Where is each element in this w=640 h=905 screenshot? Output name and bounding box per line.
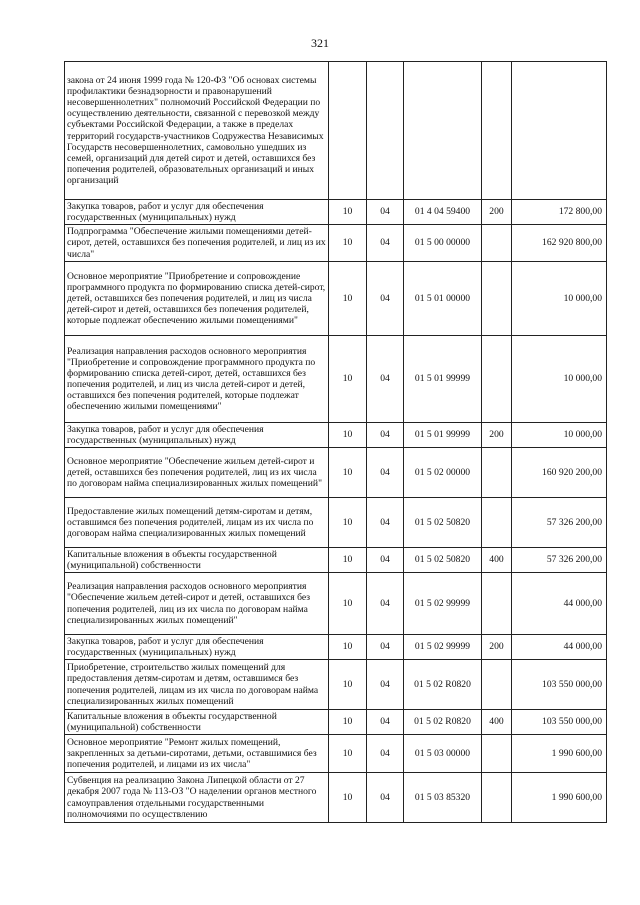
row-subsection-cell: 04 [367,773,404,823]
row-amount-cell: 162 920 800,00 [512,225,607,262]
row-expense-type-cell [482,735,512,773]
row-amount-cell: 44 000,00 [512,635,607,660]
row-target-code-cell [404,62,482,200]
page-number: 321 [311,36,329,50]
row-target-code-cell: 01 5 03 85320 [404,773,482,823]
row-expense-type-cell [482,448,512,498]
row-section-cell: 10 [329,262,367,336]
row-amount-cell: 10 000,00 [512,336,607,423]
row-subsection-cell: 04 [367,735,404,773]
row-expense-type-cell: 200 [482,635,512,660]
row-section-cell: 10 [329,498,367,548]
table-row [65,573,607,635]
row-section-cell: 10 [329,200,367,225]
row-expense-type-cell [482,262,512,336]
row-name-cell: Предоставление жилых помещений детям-сиротам и детям, оставшимся без попечения родителей, лицам из их числа по договорам найма специализированных жилых помещений [65,498,329,548]
row-amount-cell: 57 326 200,00 [512,498,607,548]
table-row [65,200,607,225]
row-subsection-cell: 04 [367,635,404,660]
row-amount-cell: 10 000,00 [512,423,607,448]
row-name-cell: Закупка товаров, работ и услуг для обеспечения государственных (муниципальных) нужд [65,423,329,448]
row-expense-type-cell: 400 [482,710,512,735]
row-name-cell: Закупка товаров, работ и услуг для обеспечения государственных (муниципальных) нужд [65,635,329,660]
table-row [65,498,607,548]
row-section-cell: 10 [329,225,367,262]
row-name-cell: Закупка товаров, работ и услуг для обеспечения государственных (муниципальных) нужд [65,200,329,225]
row-name-cell: Приобретение, строительство жилых помещений для предоставления детям-сиротам и детям, оставшимся без попечения родителей, лицам из их числа по договорам найма специализированных жилых помещений [65,660,329,710]
row-target-code-cell: 01 5 02 R0820 [404,710,482,735]
row-expense-type-cell [482,336,512,423]
row-name-cell: Основное мероприятие "Обеспечение жильем детей-сирот и детей, оставшихся без попечения родителей, лиц из их числа по договорам найма специализированных жилых помещений" [65,448,329,498]
table-row [65,336,607,423]
row-target-code-cell: 01 5 02 50820 [404,498,482,548]
row-section-cell [329,62,367,200]
table-row [65,660,607,710]
row-target-code-cell: 01 5 01 99999 [404,336,482,423]
row-section-cell: 10 [329,635,367,660]
row-name-cell: Основное мероприятие "Ремонт жилых помещений, закрепленных за детьми-сиротами, детьми, оставшимися без попечения родителей, и лицами из их числа" [65,735,329,773]
row-target-code-cell: 01 5 02 R0820 [404,660,482,710]
row-section-cell: 10 [329,735,367,773]
row-amount-cell: 1 990 600,00 [512,735,607,773]
row-subsection-cell: 04 [367,660,404,710]
row-section-cell: 10 [329,773,367,823]
row-subsection-cell [367,62,404,200]
row-amount-cell: 10 000,00 [512,262,607,336]
row-target-code-cell: 01 5 02 99999 [404,573,482,635]
row-target-code-cell: 01 5 01 99999 [404,423,482,448]
row-name-cell: Капитальные вложения в объекты государственной (муниципальной) собственности [65,548,329,573]
row-subsection-cell: 04 [367,225,404,262]
row-amount-cell: 1 990 600,00 [512,773,607,823]
table-row [65,773,607,823]
table-row [65,262,607,336]
row-name-cell: закона от 24 июня 1999 года № 120-ФЗ "Об основах системы профилактики безнадзорности и правонарушений несовершеннолетних" полномочий Российской Федерации по осуществлению деятельности, связанной с перевозкой между субъектами Российской Федерации, а также в пределах территорий государств-участников Содружества Независимых Государств несовершеннолетних, самовольно ушедших из семей, организаций для детей сирот и детей, оставшихся без попечения родителей, образовательных организаций и иных организаций [65,62,329,200]
row-target-code-cell: 01 5 01 00000 [404,262,482,336]
row-subsection-cell: 04 [367,200,404,225]
row-target-code-cell: 01 5 02 50820 [404,548,482,573]
table-row [65,710,607,735]
row-section-cell: 10 [329,660,367,710]
row-target-code-cell: 01 5 02 00000 [404,448,482,498]
table-row [65,635,607,660]
row-subsection-cell: 04 [367,448,404,498]
row-expense-type-cell [482,660,512,710]
row-expense-type-cell: 400 [482,548,512,573]
row-subsection-cell: 04 [367,710,404,735]
row-amount-cell: 57 326 200,00 [512,548,607,573]
row-section-cell: 10 [329,423,367,448]
row-section-cell: 10 [329,710,367,735]
row-name-cell: Реализация направления расходов основного мероприятия "Приобретение и сопровождение программного продукта по формированию списка детей-сирот, детей, оставшихся без попечения родителей, и лиц из числа детей-сирот и детей, оставшихся без попечения родителей, которые подлежат обеспечению жилыми помещениями" [65,336,329,423]
table-row [65,735,607,773]
table-row [65,62,607,200]
row-expense-type-cell [482,225,512,262]
table-row [65,423,607,448]
row-subsection-cell: 04 [367,423,404,448]
row-amount-cell: 172 800,00 [512,200,607,225]
row-target-code-cell: 01 5 02 99999 [404,635,482,660]
row-name-cell: Реализация направления расходов основного мероприятия "Обеспечение жильем детей-сирот и детей, оставшихся без попечения родителей, лиц из их числа по договорам найма специализированных жилых помещений" [65,573,329,635]
row-amount-cell [512,62,607,200]
row-amount-cell: 103 550 000,00 [512,710,607,735]
row-name-cell: Капитальные вложения в объекты государственной (муниципальной) собственности [65,710,329,735]
row-subsection-cell: 04 [367,573,404,635]
row-subsection-cell: 04 [367,548,404,573]
row-expense-type-cell [482,62,512,200]
row-subsection-cell: 04 [367,498,404,548]
row-subsection-cell: 04 [367,262,404,336]
row-expense-type-cell [482,498,512,548]
row-section-cell: 10 [329,573,367,635]
row-section-cell: 10 [329,548,367,573]
row-section-cell: 10 [329,448,367,498]
row-target-code-cell: 01 4 04 59400 [404,200,482,225]
row-expense-type-cell: 200 [482,200,512,225]
row-amount-cell: 103 550 000,00 [512,660,607,710]
row-target-code-cell: 01 5 00 00000 [404,225,482,262]
row-expense-type-cell: 200 [482,423,512,448]
row-subsection-cell: 04 [367,336,404,423]
row-amount-cell: 44 000,00 [512,573,607,635]
row-expense-type-cell [482,773,512,823]
row-expense-type-cell [482,573,512,635]
row-name-cell: Основное мероприятие "Приобретение и сопровождение программного продукта по формированию списка детей-сирот, детей, оставшихся без попечения родителей, и лиц из числа детей-сирот и детей, оставшихся без попечения родителей, которые подлежат обеспечению жилыми помещениями" [65,262,329,336]
table-row [65,225,607,262]
row-name-cell: Подпрограмма "Обеспечение жилыми помещениями детей-сирот, детей, оставшихся без попечения родителей, и лиц из их числа" [65,225,329,262]
row-section-cell: 10 [329,336,367,423]
row-name-cell: Субвенция на реализацию Закона Липецкой области от 27 декабря 2007 года № 113-ОЗ "О наделении органов местного самоуправления отдельными государственными полномочиями по осуществлению [65,773,329,823]
table-row [65,448,607,498]
row-target-code-cell: 01 5 03 00000 [404,735,482,773]
budget-table [64,61,607,823]
row-amount-cell: 160 920 200,00 [512,448,607,498]
table-row [65,548,607,573]
